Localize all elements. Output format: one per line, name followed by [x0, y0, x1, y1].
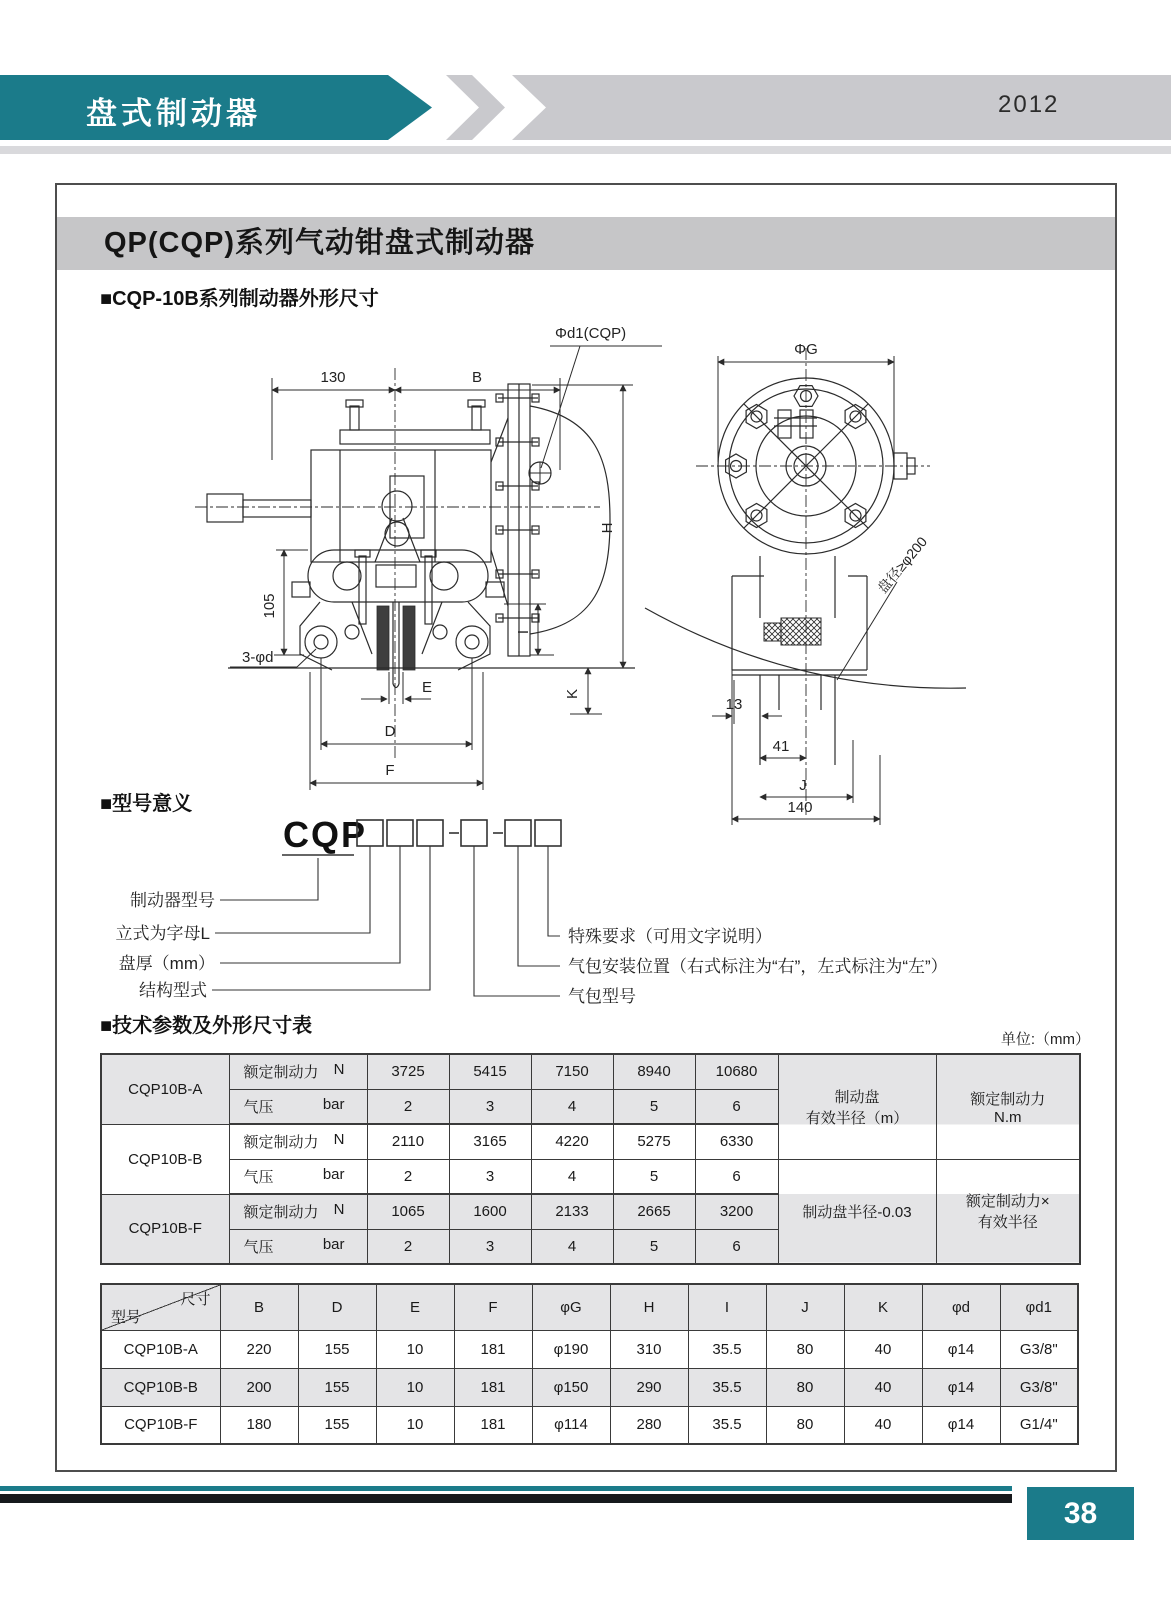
dim-value-cell: G3/8"	[1000, 1330, 1078, 1368]
header-gray-bar	[512, 75, 1171, 140]
dim-col-header: H	[610, 1284, 688, 1330]
footer-black-stripe	[0, 1494, 1012, 1503]
dim-K-label: K	[564, 688, 581, 700]
model-label-disc-thickness: 盘厚（mm）	[118, 954, 215, 973]
dim-model-cell: CQP10B-A	[101, 1330, 220, 1368]
dim-value-cell: 35.5	[688, 1330, 766, 1368]
spec-value-cell: 4	[531, 1159, 613, 1194]
spec-value-cell: 2	[367, 1159, 449, 1194]
param-unit: bar	[322, 1165, 345, 1183]
dim-value-cell: φ190	[532, 1330, 610, 1368]
spec-model-cell: CQP10B-F	[101, 1194, 229, 1264]
dim-value-cell: 200	[220, 1368, 298, 1406]
dim-value-cell: 290	[610, 1368, 688, 1406]
dim-value-cell: 80	[766, 1406, 844, 1444]
spec-value-cell: 2133	[531, 1194, 613, 1229]
air-chamber-drawing	[491, 384, 610, 656]
corner-header-cell	[101, 1284, 220, 1330]
spec-value-cell: 1600	[449, 1194, 531, 1229]
dim-value-cell: 310	[610, 1330, 688, 1368]
spec-value-cell: 3165	[449, 1124, 531, 1159]
dim-col-header: B	[220, 1284, 298, 1330]
dimension-table	[100, 1283, 1079, 1445]
corner-label-size: 尺寸	[180, 1291, 211, 1308]
dim-F-label: F	[385, 762, 395, 779]
dim-model-cell: CQP10B-B	[101, 1368, 220, 1406]
spec-value-cell: 2	[367, 1089, 449, 1124]
dim-col-header: K	[844, 1284, 922, 1330]
dim-13-label: 13	[725, 696, 743, 713]
dim-value-cell: 10	[376, 1406, 454, 1444]
model-label-brake-type: 制动器型号	[130, 891, 215, 910]
corner-label-model: 型号	[111, 1308, 142, 1326]
spec-value-cell: 5415	[449, 1054, 531, 1089]
dim-col-header: φG	[532, 1284, 610, 1330]
unit-note: 单位:（mm）	[1000, 1031, 1090, 1048]
param-unit: N	[333, 1201, 345, 1219]
spec-param-cell	[229, 1054, 367, 1089]
spec-model-cell: CQP10B-B	[101, 1124, 229, 1194]
param-label: 气压	[243, 1098, 274, 1116]
page-number-box	[1027, 1487, 1134, 1540]
dim-value-cell: φ14	[922, 1330, 1000, 1368]
dim-value-cell: 280	[610, 1406, 688, 1444]
catalog-year: 2012	[998, 91, 1060, 118]
dim-col-header: I	[688, 1284, 766, 1330]
dim-value-cell: 155	[298, 1368, 376, 1406]
dim-col-header: D	[298, 1284, 376, 1330]
dim-phid1-label: Φd1(CQP)	[555, 325, 627, 342]
dim-value-cell: 80	[766, 1368, 844, 1406]
title-bar	[57, 217, 1115, 270]
radius-header-line2: 有效半径（m）	[805, 1109, 909, 1127]
dim-phiG-label: ΦG	[794, 341, 818, 358]
spec-param-cell	[229, 1159, 367, 1194]
dim-105-label: 105	[261, 593, 278, 619]
radius-value-cell: 制动盘半径-0.03	[778, 1159, 936, 1264]
section-heading-specs: ■技术参数及外形尺寸表	[100, 1015, 313, 1037]
param-unit: N	[333, 1061, 345, 1079]
dim-model-cell: CQP10B-F	[101, 1406, 220, 1444]
spec-value-cell: 4	[531, 1089, 613, 1124]
torque-header-line1: 额定制动力	[970, 1090, 1046, 1108]
dim-value-cell: φ14	[922, 1406, 1000, 1444]
dim-130-label: 130	[320, 369, 346, 386]
dim-J-label: J	[799, 777, 807, 794]
radius-header-cell	[778, 1054, 936, 1159]
param-unit: bar	[322, 1235, 345, 1253]
front-view-drawing	[645, 341, 966, 825]
dim-col-header: J	[766, 1284, 844, 1330]
spec-param-cell	[229, 1124, 367, 1159]
dim-value-cell: 40	[844, 1406, 922, 1444]
page-number: 38	[1063, 1497, 1098, 1530]
param-label: 气压	[243, 1168, 274, 1186]
mounting-bracket-drawing	[732, 556, 867, 765]
spec-value-cell: 3200	[695, 1194, 778, 1229]
spec-table	[100, 1053, 1081, 1265]
spec-value-cell: 2665	[613, 1194, 695, 1229]
param-unit: bar	[322, 1095, 345, 1113]
spec-value-cell: 4220	[531, 1124, 613, 1159]
spec-value-cell: 1065	[367, 1194, 449, 1229]
dim-140-label: 140	[787, 799, 813, 816]
spec-value-cell: 3	[449, 1159, 531, 1194]
dim-value-cell: 181	[454, 1406, 532, 1444]
param-label: 额定制动力	[243, 1064, 319, 1082]
spec-model-cell: CQP10B-A	[101, 1054, 229, 1124]
section-heading-model: ■型号意义	[100, 793, 193, 815]
model-label-chamber-model: 气包型号	[568, 987, 636, 1006]
spec-value-cell: 3	[449, 1089, 531, 1124]
spec-param-cell	[229, 1229, 367, 1264]
param-label: 额定制动力	[243, 1134, 319, 1152]
torque-header-cell	[936, 1054, 1080, 1159]
spec-value-cell: 4	[531, 1229, 613, 1264]
brake-pad	[377, 606, 389, 670]
outline-drawing	[100, 310, 1000, 840]
spec-value-cell: 2110	[367, 1124, 449, 1159]
dim-H-label: H	[599, 522, 616, 534]
dim-holes-label: 3-φd	[242, 649, 274, 666]
dim-col-header: φd1	[1000, 1284, 1078, 1330]
side-view-drawing	[195, 325, 662, 790]
spec-value-cell: 5	[613, 1229, 695, 1264]
spec-value-cell: 3	[449, 1229, 531, 1264]
spec-value-cell: 6	[695, 1089, 778, 1124]
spec-value-cell: 3725	[367, 1054, 449, 1089]
brake-pad	[403, 606, 415, 670]
dim-value-cell: 220	[220, 1330, 298, 1368]
torque-header-line2: N.m	[994, 1108, 1022, 1126]
disc-diameter-note: 盘径≥φ200	[874, 533, 931, 597]
param-label: 额定制动力	[243, 1204, 319, 1222]
dim-I-label: I	[515, 629, 532, 635]
dim-value-cell: φ14	[922, 1368, 1000, 1406]
model-code-boxes	[357, 820, 561, 846]
spec-value-cell: 7150	[531, 1054, 613, 1089]
model-code-connectors	[212, 846, 560, 996]
spec-value-cell: 5	[613, 1159, 695, 1194]
dim-value-cell: 155	[298, 1406, 376, 1444]
radius-header-line1: 制动盘	[834, 1088, 880, 1106]
spec-value-cell: 5275	[613, 1124, 695, 1159]
dim-value-cell: 35.5	[688, 1368, 766, 1406]
spec-value-cell: 2	[367, 1229, 449, 1264]
dim-value-cell: 10	[376, 1368, 454, 1406]
torque-value-line2: 有效半径	[977, 1214, 1038, 1232]
header-substripe	[0, 146, 1171, 154]
dim-value-cell: 10	[376, 1330, 454, 1368]
dim-value-cell: G3/8"	[1000, 1368, 1078, 1406]
spec-value-cell: 6	[695, 1229, 778, 1264]
dim-value-cell: G1/4"	[1000, 1406, 1078, 1444]
model-label-structure: 结构型式	[139, 981, 207, 1000]
spec-param-cell	[229, 1194, 367, 1229]
model-label-chamber-position: 气包安装位置（右式标注为“右”，左式标注为“左”）	[568, 957, 948, 976]
banner-title: 盘式制动器	[86, 96, 261, 131]
dim-D-label: D	[384, 723, 396, 740]
dim-col-header: F	[454, 1284, 532, 1330]
dim-value-cell: 181	[454, 1330, 532, 1368]
footer-teal-stripe	[0, 1486, 1012, 1491]
dim-B-label: B	[471, 369, 483, 386]
torque-value-line1: 额定制动力×	[965, 1193, 1050, 1211]
spec-value-cell: 10680	[695, 1054, 778, 1089]
section-heading-outline: ■CQP-10B系列制动器外形尺寸	[100, 288, 379, 310]
model-prefix: CQP	[283, 814, 368, 855]
spec-value-cell: 6330	[695, 1124, 778, 1159]
torque-value-cell	[936, 1159, 1080, 1264]
dim-value-cell: 40	[844, 1368, 922, 1406]
dim-E-label: E	[422, 679, 433, 696]
param-label: 气压	[243, 1238, 274, 1256]
dim-value-cell: 181	[454, 1368, 532, 1406]
model-label-vertical: 立式为字母L	[115, 924, 210, 943]
dim-value-cell: 180	[220, 1406, 298, 1444]
param-unit: N	[333, 1131, 345, 1149]
dim-value-cell: φ150	[532, 1368, 610, 1406]
header-chevron-icon	[446, 75, 505, 140]
dim-41-label: 41	[772, 738, 790, 755]
caliper-yoke-drawing	[292, 550, 504, 624]
spec-value-cell: 6	[695, 1159, 778, 1194]
model-label-special: 特殊要求（可用文字说明）	[568, 927, 772, 946]
spec-param-cell	[229, 1089, 367, 1124]
spec-value-cell: 5	[613, 1089, 695, 1124]
dim-col-header: E	[376, 1284, 454, 1330]
dim-col-header: φd	[922, 1284, 1000, 1330]
dim-value-cell: 80	[766, 1330, 844, 1368]
model-code-diagram	[100, 800, 1080, 1015]
dim-value-cell: 35.5	[688, 1406, 766, 1444]
spec-value-cell: 8940	[613, 1054, 695, 1089]
dim-value-cell: 40	[844, 1330, 922, 1368]
dim-value-cell: 155	[298, 1330, 376, 1368]
page-title: QP(CQP)系列气动钳盘式制动器	[104, 227, 536, 259]
dim-value-cell: φ114	[532, 1406, 610, 1444]
